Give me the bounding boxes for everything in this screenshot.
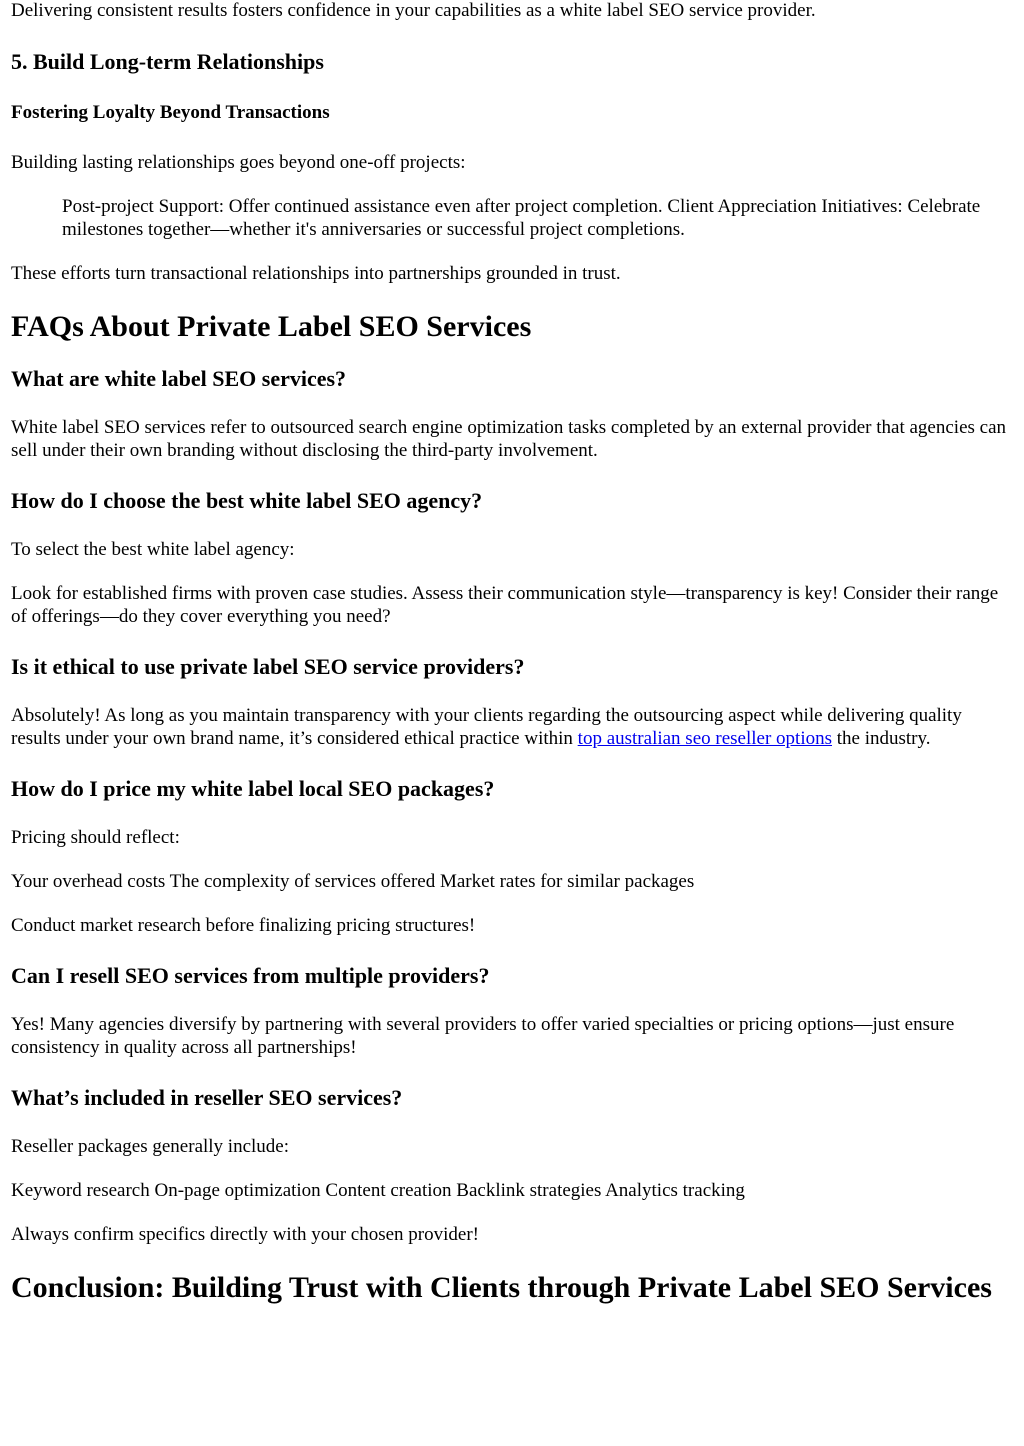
faq-answer-4-points: Your overhead costs The complexity of services offered Market rates for similar packages [11, 871, 695, 892]
faq-question-3: Is it ethical to use private label SEO service providers? [11, 654, 525, 679]
faq-answer-6-lead: Reseller packages generally include: [11, 1136, 290, 1157]
faq-answer-4-closing: Conduct market research before finalizing pricing structures! [11, 915, 476, 936]
faq-question-2: How do I choose the best white label SEO agency? [11, 488, 483, 513]
section5-heading: 5. Build Long-term Relationships [11, 49, 324, 74]
faq-question-1: What are white label SEO services? [11, 366, 347, 391]
faq-answer-6-points: Keyword research On-page optimization Content creation Backlink strategies Analytics tracking [11, 1180, 745, 1201]
faq-answer-6-closing: Always confirm specifics directly with your chosen provider! [11, 1224, 480, 1245]
section5-closing: These efforts turn transactional relationships into partnerships grounded in trust. [11, 263, 621, 284]
conclusion-heading: Conclusion: Building Trust with Clients through Private Label SEO Services [11, 1271, 992, 1304]
faq-question-4: How do I price my white label local SEO packages? [11, 776, 495, 801]
faq-answer-3 [11, 704, 1013, 750]
faq-answer-3-text-after: the industry. [832, 728, 931, 749]
faq-answer-3-text-before: Absolutely! As long as you maintain transparency with your clients regarding the outsourcing aspect while delivering quality results under your own brand name, it’s considered ethical practice within [11, 705, 962, 749]
faq-answer-1: White label SEO services refer to outsourced search engine optimization tasks completed by an external provider that agencies can sell under their own branding without disclosing the third-party involvement. [11, 417, 1007, 461]
faq-answer-5: Yes! Many agencies diversify by partnering with several providers to offer varied specialties or pricing options—just ensure consistency in quality across all partnerships! [11, 1014, 955, 1058]
faq-answer-4-lead: Pricing should reflect: [11, 827, 180, 848]
faq-answer-2-points: Look for established firms with proven case studies. Assess their communication style—transparency is key! Consider their range of offerings—do they cover everything you need? [11, 583, 999, 627]
faqs-heading: FAQs About Private Label SEO Services [11, 310, 532, 343]
intro-paragraph: Delivering consistent results fosters confidence in your capabilities as a white label SEO service provider. [11, 0, 816, 21]
faq-question-6: What’s included in reseller SEO services? [11, 1085, 403, 1110]
faq-question-5: Can I resell SEO services from multiple providers? [11, 963, 490, 988]
faq-answer-2-lead: To select the best white label agency: [11, 539, 295, 560]
section5-quote: Post-project Support: Offer continued assistance even after project completion. Client Appreciation Initiatives: Celebrate milestones together—whether it's anniversaries or successful project completions. [62, 196, 981, 240]
seo-reseller-link[interactable]: top australian seo reseller options [577, 728, 832, 749]
section5-subheading: Fostering Loyalty Beyond Transactions [11, 102, 330, 123]
section5-lead: Building lasting relationships goes beyond one-off projects: [11, 152, 466, 173]
